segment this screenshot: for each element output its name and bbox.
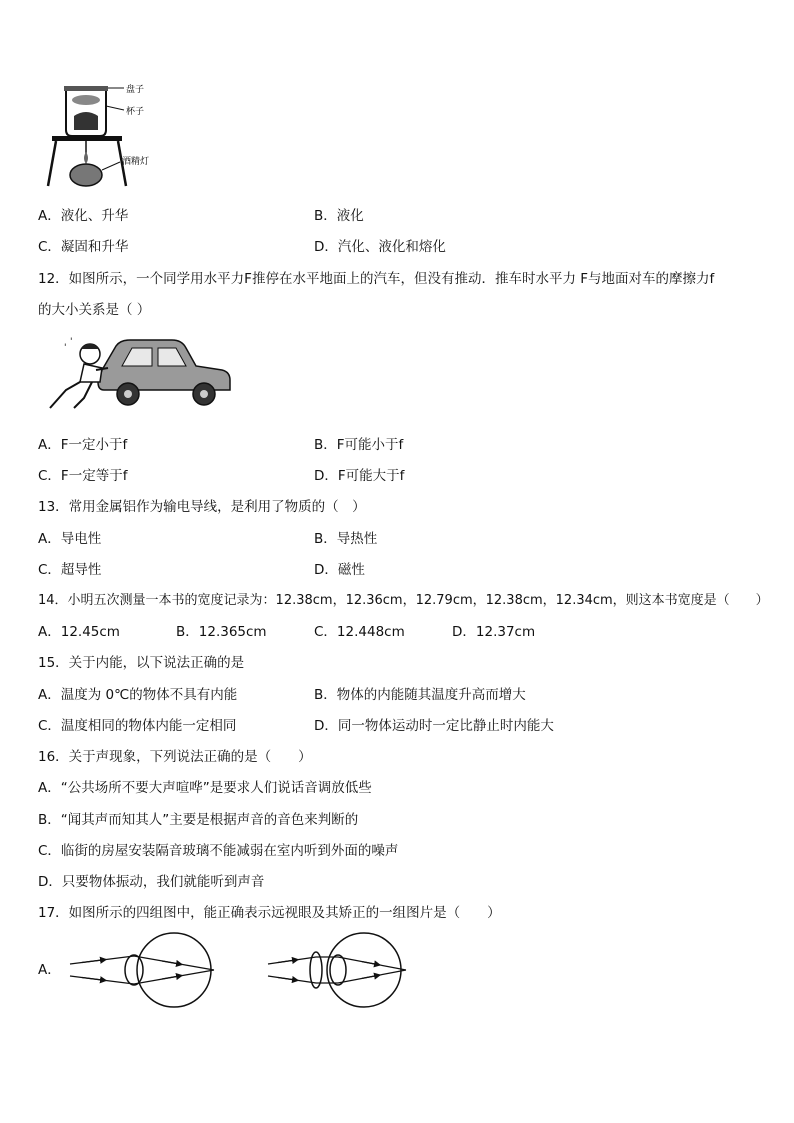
eye-circle-2 — [327, 933, 401, 1007]
eye-lens-1 — [125, 955, 143, 985]
plate-shape — [64, 86, 108, 91]
q13-option-d[interactable]: D．磁性 — [314, 562, 365, 578]
substance-shape — [74, 112, 98, 130]
q13-option-b[interactable]: B．导热性 — [314, 531, 378, 547]
q15-option-c[interactable]: C．温度相同的物体内能一定相同 — [38, 718, 237, 734]
q15-stem: 15．关于内能，以下说法正确的是 — [38, 655, 245, 671]
figure-eye-diagrams — [62, 930, 412, 1010]
label-cup: 杯子 — [126, 107, 145, 117]
q12-option-d[interactable]: D．F可能大于f — [314, 468, 405, 484]
eye-lens-2 — [330, 955, 346, 985]
q16-option-d[interactable]: D．只要物体振动，我们就能听到声音 — [38, 874, 265, 890]
svg-text:': ' — [64, 343, 67, 353]
q16-stem: 16．关于声现象，下列说法正确的是（ ） — [38, 749, 312, 765]
q11-option-b[interactable]: B．液化 — [314, 208, 364, 224]
child-body — [80, 364, 102, 382]
figure-heating-apparatus — [44, 78, 164, 190]
q13-stem: 13．常用金属铝作为输电导线，是利用了物质的（ ） — [38, 499, 366, 515]
q14-option-a[interactable]: A．12.45cm — [38, 624, 120, 640]
svg-text:': ' — [70, 337, 73, 347]
q17-option-a[interactable]: A． — [38, 962, 61, 978]
q12-stem-line2: 的大小关系是（ ） — [38, 302, 151, 318]
q16-option-c[interactable]: C．临街的房屋安装隔音玻璃不能减弱在室内听到外面的噪声 — [38, 843, 399, 859]
q15-option-b[interactable]: B．物体的内能随其温度升高而增大 — [314, 687, 526, 703]
q17-stem: 17．如图所示的四组图中，能正确表示远视眼及其矫正的一组图片是（ ） — [38, 905, 501, 921]
q11-option-a[interactable]: A．液化、升华 — [38, 208, 129, 224]
figure-child-pushing-car — [44, 332, 234, 414]
alcohol-lamp-shape — [70, 164, 102, 186]
eye2-ray-lower — [268, 970, 406, 983]
q12-option-a[interactable]: A．F一定小于f — [38, 437, 128, 453]
q14-option-d[interactable]: D．12.37cm — [452, 624, 536, 640]
q14-option-b[interactable]: B．12.365cm — [176, 624, 267, 640]
q13-option-c[interactable]: C．超导性 — [38, 562, 102, 578]
q15-option-d[interactable]: D．同一物体运动时一定比静止时内能大 — [314, 718, 554, 734]
q12-stem-line1: 12．如图所示，一个同学用水平力F推停在水平地面上的汽车，但没有推动．推车时水平力 F与地面对车的摩擦力f — [38, 271, 715, 287]
q15-option-a[interactable]: A．温度为 0℃的物体不具有内能 — [38, 687, 238, 703]
label-alcohol-lamp: 酒精灯 — [122, 157, 150, 167]
q16-option-b[interactable]: B．“闻其声而知其人”主要是根据声音的音色来判断的 — [38, 812, 359, 828]
eye2-ray-upper — [268, 957, 406, 970]
q12-option-b[interactable]: B．F可能小于f — [314, 437, 404, 453]
q11-option-c[interactable]: C．凝固和升华 — [38, 239, 129, 255]
q13-option-a[interactable]: A．导电性 — [38, 531, 102, 547]
q14-stem: 14．小明五次测量一本书的宽度记录为：12.38cm，12.36cm，12.79cm，12.38cm，12.34cm，则这本书宽度是（ ） — [38, 593, 769, 608]
q11-option-d[interactable]: D．汽化、液化和熔化 — [314, 239, 446, 255]
label-plate: 盘子 — [126, 85, 145, 95]
q12-option-c[interactable]: C．F一定等于f — [38, 468, 128, 484]
flame-shape — [84, 152, 88, 164]
q16-option-a[interactable]: A．“公共场所不要大声喧哗”是要求人们说话音调放低些 — [38, 780, 372, 796]
eye-circle-1 — [137, 933, 211, 1007]
q14-option-c[interactable]: C．12.448cm — [314, 624, 405, 640]
tripod-top — [52, 136, 122, 141]
